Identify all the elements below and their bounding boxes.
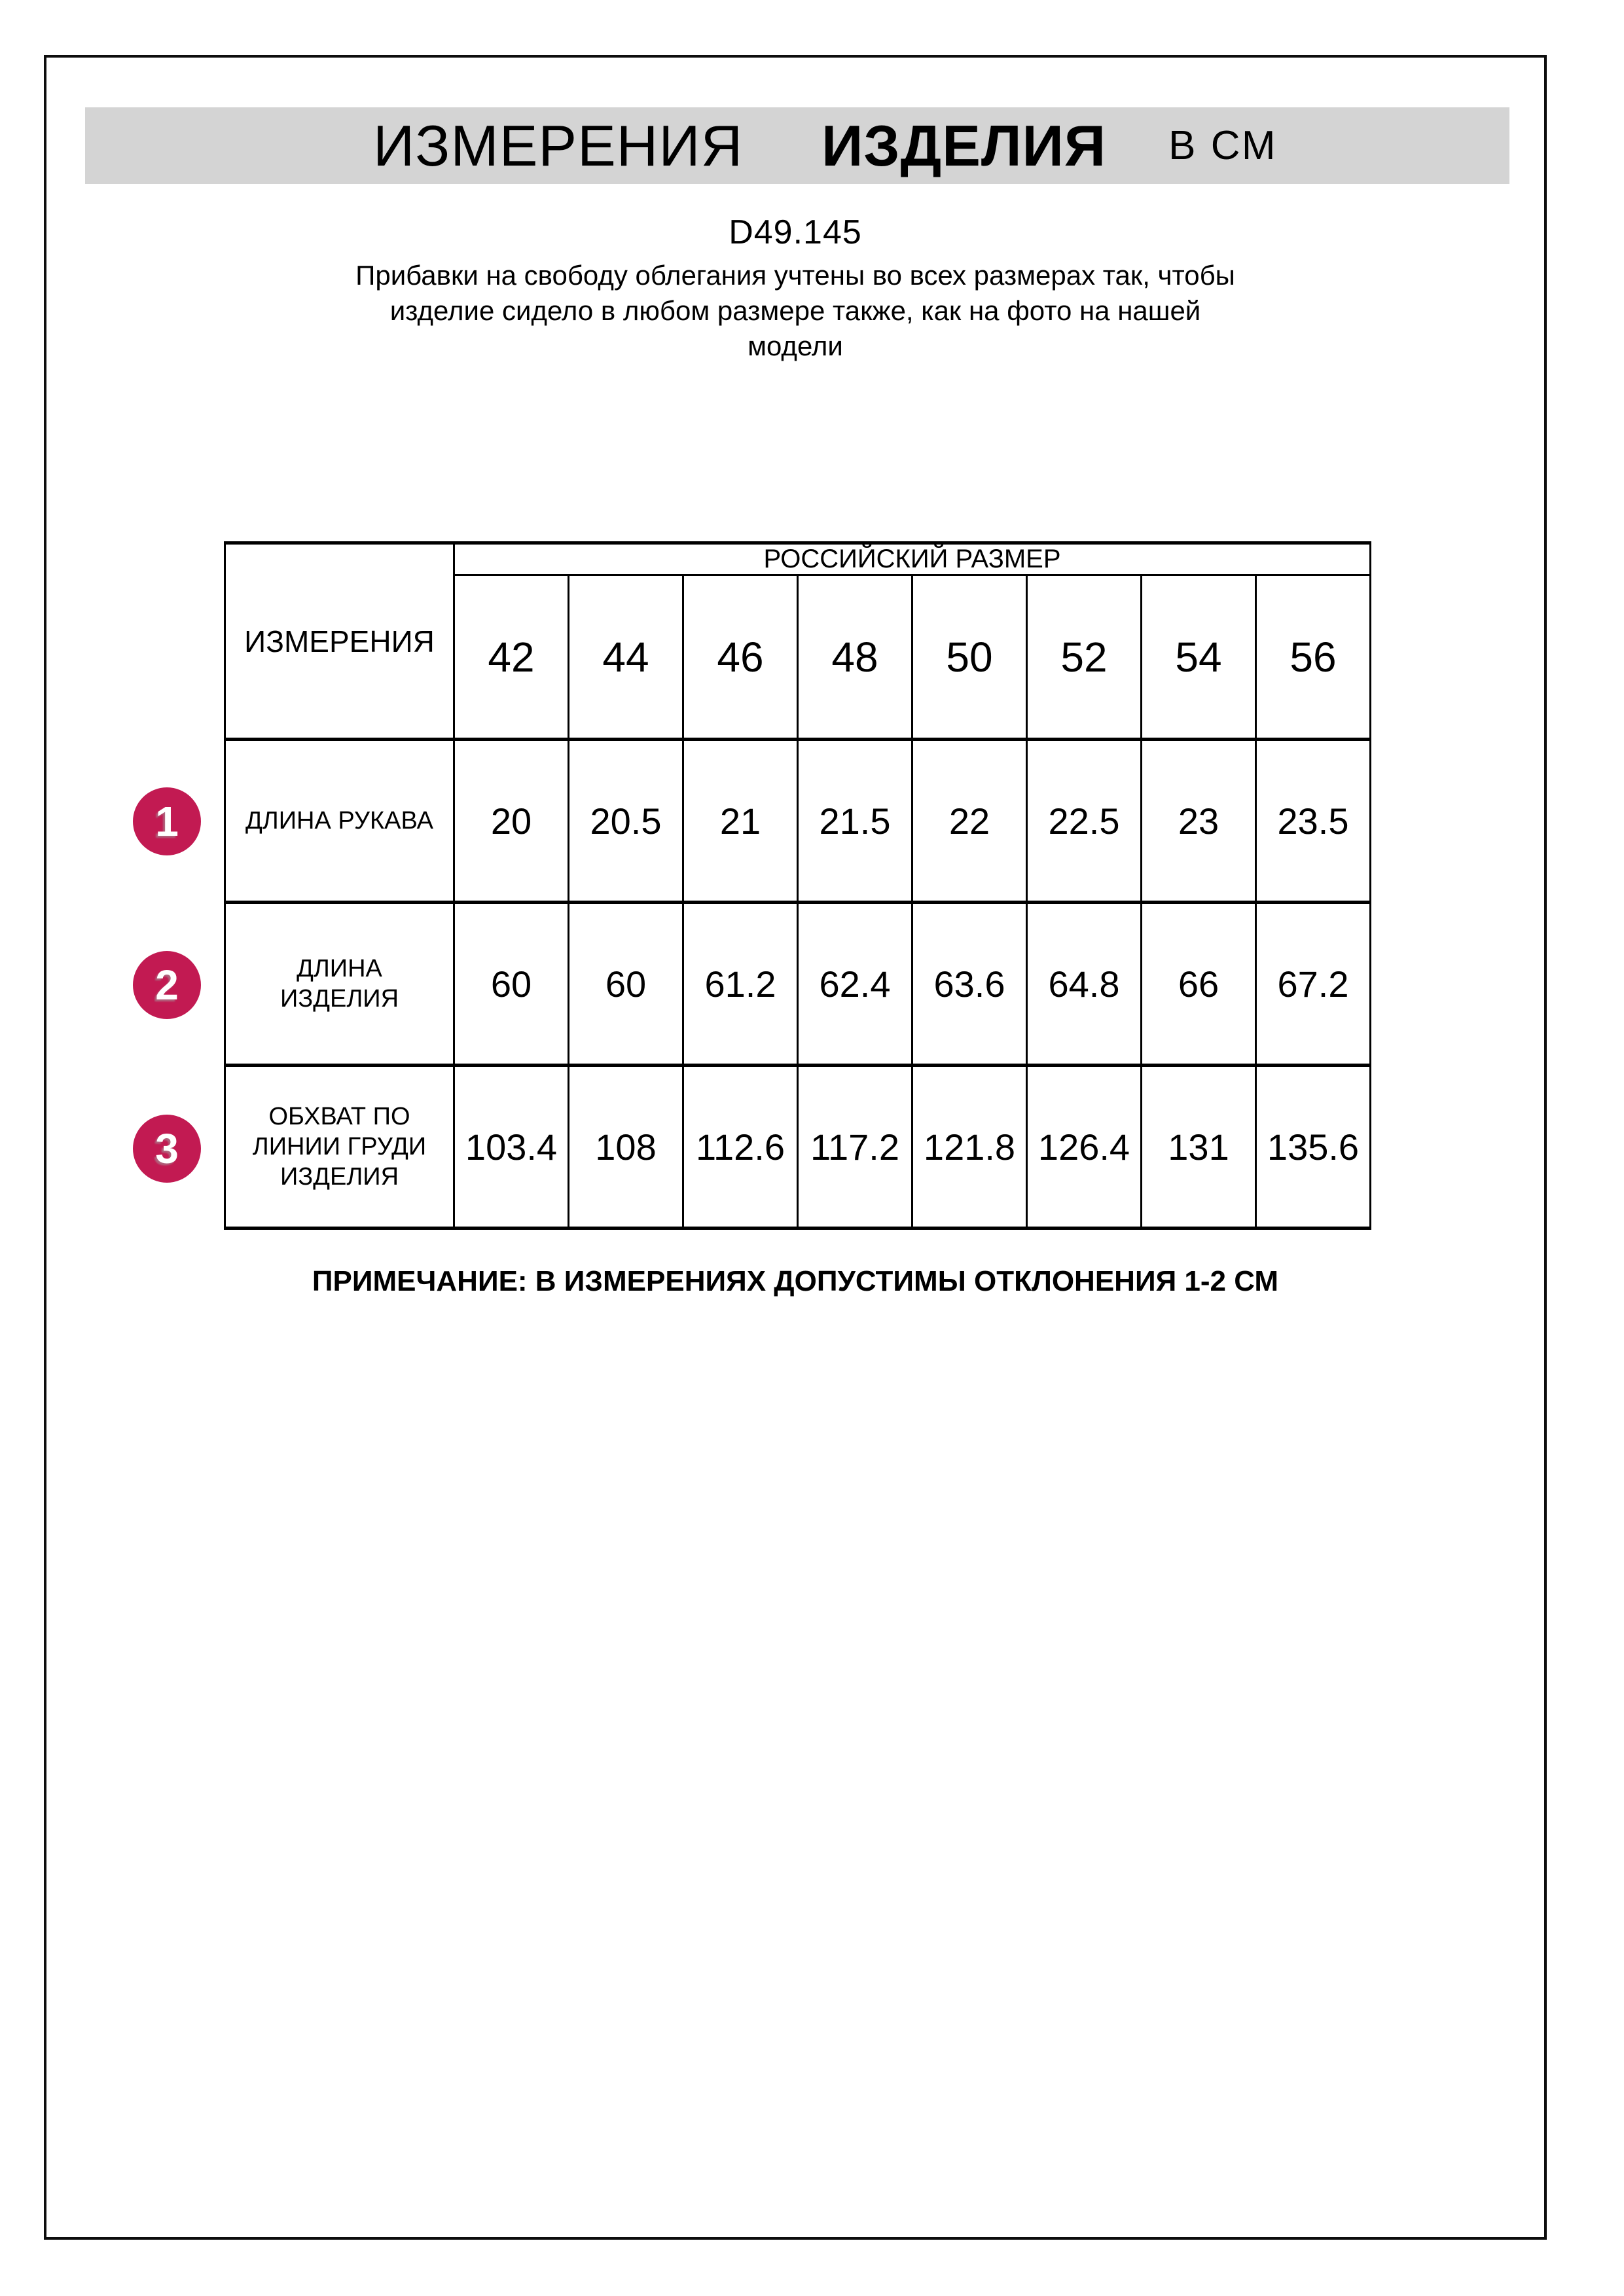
model-code: D49.145 [729, 213, 862, 251]
value-cell: 117.2 [798, 1066, 912, 1229]
value-cell: 126.4 [1027, 1066, 1142, 1229]
value-cell: 60 [569, 903, 683, 1066]
value-cell: 23.5 [1256, 740, 1371, 903]
value-cell: 131 [1142, 1066, 1256, 1229]
table-row-product-length [225, 903, 1371, 1066]
page-title-measurements: ИЗМЕРЕНИЯ [373, 113, 744, 178]
table-row-chest-girth [225, 1066, 1371, 1229]
value-cell: 67.2 [1256, 903, 1371, 1066]
size-column-header: 44 [569, 575, 683, 740]
value-cell: 61.2 [683, 903, 798, 1066]
value-cell: 135.6 [1256, 1066, 1371, 1229]
intro-line: Прибавки на свободу облегания учтены во всех размерах так, чтобы [355, 260, 1235, 291]
value-cell: 112.6 [683, 1066, 798, 1229]
value-cell: 66 [1142, 903, 1256, 1066]
value-cell: 103.4 [454, 1066, 569, 1229]
size-column-header: 42 [454, 575, 569, 740]
value-cell: 121.8 [912, 1066, 1027, 1229]
row-label: ДЛИНА ИЗДЕЛИЯ [225, 903, 454, 1066]
intro-line: модели [748, 331, 843, 361]
size-column-header: 56 [1256, 575, 1371, 740]
value-cell: 22 [912, 740, 1027, 903]
size-column-header: 54 [1142, 575, 1256, 740]
intro-paragraph [44, 258, 1547, 364]
size-column-header: 52 [1027, 575, 1142, 740]
value-cell: 22.5 [1027, 740, 1142, 903]
table-row-sleeve-length [225, 740, 1371, 903]
size-group-header: РОССИЙСКИЙ РАЗМЕР [454, 543, 1371, 575]
value-cell: 63.6 [912, 903, 1027, 1066]
value-cell: 20 [454, 740, 569, 903]
title-band [85, 107, 1509, 184]
size-measurements-table [224, 541, 1371, 1230]
row-number-badge: 3 [133, 1115, 201, 1183]
tolerance-note: ПРИМЕЧАНИЕ: В ИЗМЕРЕНИЯХ ДОПУСТИМЫ ОТКЛОНЕНИЯ 1-2 СМ [312, 1265, 1279, 1297]
value-cell: 21 [683, 740, 798, 903]
size-column-header: 48 [798, 575, 912, 740]
size-column-header: 50 [912, 575, 1027, 740]
row-label: ДЛИНА РУКАВА [225, 740, 454, 903]
value-cell: 20.5 [569, 740, 683, 903]
value-cell: 108 [569, 1066, 683, 1229]
corner-header: ИЗМЕРЕНИЯ [225, 543, 454, 740]
value-cell: 60 [454, 903, 569, 1066]
value-cell: 64.8 [1027, 903, 1142, 1066]
size-column-header: 46 [683, 575, 798, 740]
page-title-product: ИЗДЕЛИЯ [821, 113, 1107, 178]
page-title-units: В СМ [1168, 123, 1278, 168]
row-number-badge: 2 [133, 951, 201, 1019]
value-cell: 23 [1142, 740, 1256, 903]
intro-line: изделие сидело в любом размере также, как на фото на нашей [389, 295, 1201, 326]
value-cell: 62.4 [798, 903, 912, 1066]
row-number-badge: 1 [133, 787, 201, 855]
value-cell: 21.5 [798, 740, 912, 903]
row-label: ОБХВАТ ПО ЛИНИИ ГРУДИ ИЗДЕЛИЯ [225, 1066, 454, 1229]
